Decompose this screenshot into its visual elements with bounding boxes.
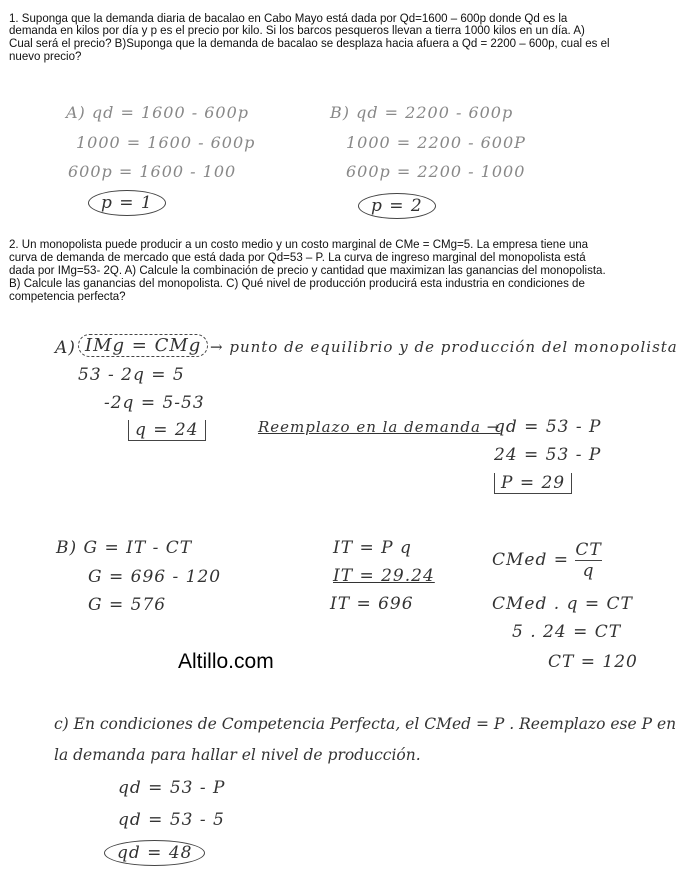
demand-result: P = 29	[494, 473, 572, 494]
profit-step: G = 576	[88, 595, 167, 615]
watermark: Altillo.com	[178, 650, 274, 673]
demand-step: 24 = 53 - P	[494, 445, 602, 465]
answer1a-result: p = 1	[88, 190, 166, 216]
problem2-line: B) Calcule las ganancias del monopolista. C) Qué nivel de producción producirá esta industria en condiciones de	[9, 276, 585, 290]
answer1b-line: 1000 = 2200 - 600P	[346, 133, 526, 152]
problem2-line: competencia perfecta?	[9, 289, 126, 303]
avg-cost-fraction	[575, 540, 601, 581]
problem1-line: 1. Suponga que la demanda diaria de bacalao en Cabo Mayo está dada por Qd=1600 – 600p donde Qd es la	[9, 11, 568, 25]
answer1b-line: B) qd = 2200 - 600p	[330, 103, 514, 122]
problem2-line: curva de demanda de mercado que está dada por Qd=53 – P. La curva de ingreso marginal del monopolista está	[9, 250, 586, 264]
problem2-line: dada por IMg=53- 2Q. A) Calcule la combinación de precio y cantidad que maximizan las ganancias del monopolista.	[9, 263, 606, 277]
answer1b-result: p = 2	[358, 193, 436, 219]
replace-demand-note: Reemplazo en la demanda →	[258, 418, 501, 436]
answer1a-line: A) qd = 1600 - 600p	[66, 103, 250, 122]
cost-step: CT = 120	[548, 652, 638, 672]
profit-step: B) G = IT - CT	[56, 538, 193, 558]
part-a-result: q = 24	[128, 420, 206, 441]
avg-cost-label: CMed =	[492, 550, 570, 570]
part-c-step: qd = 53 - P	[118, 778, 226, 798]
revenue-step: IT = 29.24	[333, 566, 435, 586]
part-a-step: 53 - 2q = 5	[78, 365, 185, 385]
answer1b-line: 600p = 2200 - 1000	[346, 162, 526, 181]
answer1a-line: 1000 = 1600 - 600p	[76, 133, 256, 152]
part-c-result: qd = 48	[104, 840, 205, 866]
denominator: q	[582, 561, 595, 581]
part-c-line: c) En condiciones de Competencia Perfecta, el CMed = P . Reemplazo ese P en	[54, 715, 677, 733]
answer1a-line: 600p = 1600 - 100	[68, 162, 237, 181]
cost-step: CMed . q = CT	[492, 594, 633, 614]
mr-equals-mc-cloud: IMg = CMg	[78, 334, 208, 357]
part-a-step: -2q = 5-53	[104, 393, 205, 413]
problem1-line: nuevo precio?	[9, 49, 82, 63]
profit-step: G = 696 - 120	[88, 567, 222, 587]
cost-step: 5 . 24 = CT	[512, 622, 622, 642]
part-a-note: → punto de equilibrio y de producción del monopolista	[210, 338, 678, 356]
revenue-step: IT = 696	[330, 594, 414, 614]
problem1-line: Cual será el precio? B)Suponga que la demanda de bacalao se desplaza hacia afuera a Qd = 2200 – 600p, cual es el	[9, 36, 610, 50]
problem2-line: 2. Un monopolista puede producir a un costo medio y un costo marginal de CMe = CMg=5. La empresa tiene una	[9, 237, 589, 251]
numerator: CT	[575, 540, 602, 560]
part-c-step: qd = 53 - 5	[118, 810, 225, 830]
revenue-step: IT = P q	[333, 538, 412, 558]
part-a-label: A)	[55, 338, 76, 358]
part-c-line: la demanda para hallar el nivel de producción.	[54, 746, 421, 764]
problem1-line: demanda en kilos por día y p es el precio por kilo. Si los barcos pesqueros llevan a tierra 1000 kilos en un día. A)	[9, 23, 585, 37]
avg-cost-formula	[492, 540, 602, 581]
demand-step: qd = 53 - P	[494, 417, 602, 437]
